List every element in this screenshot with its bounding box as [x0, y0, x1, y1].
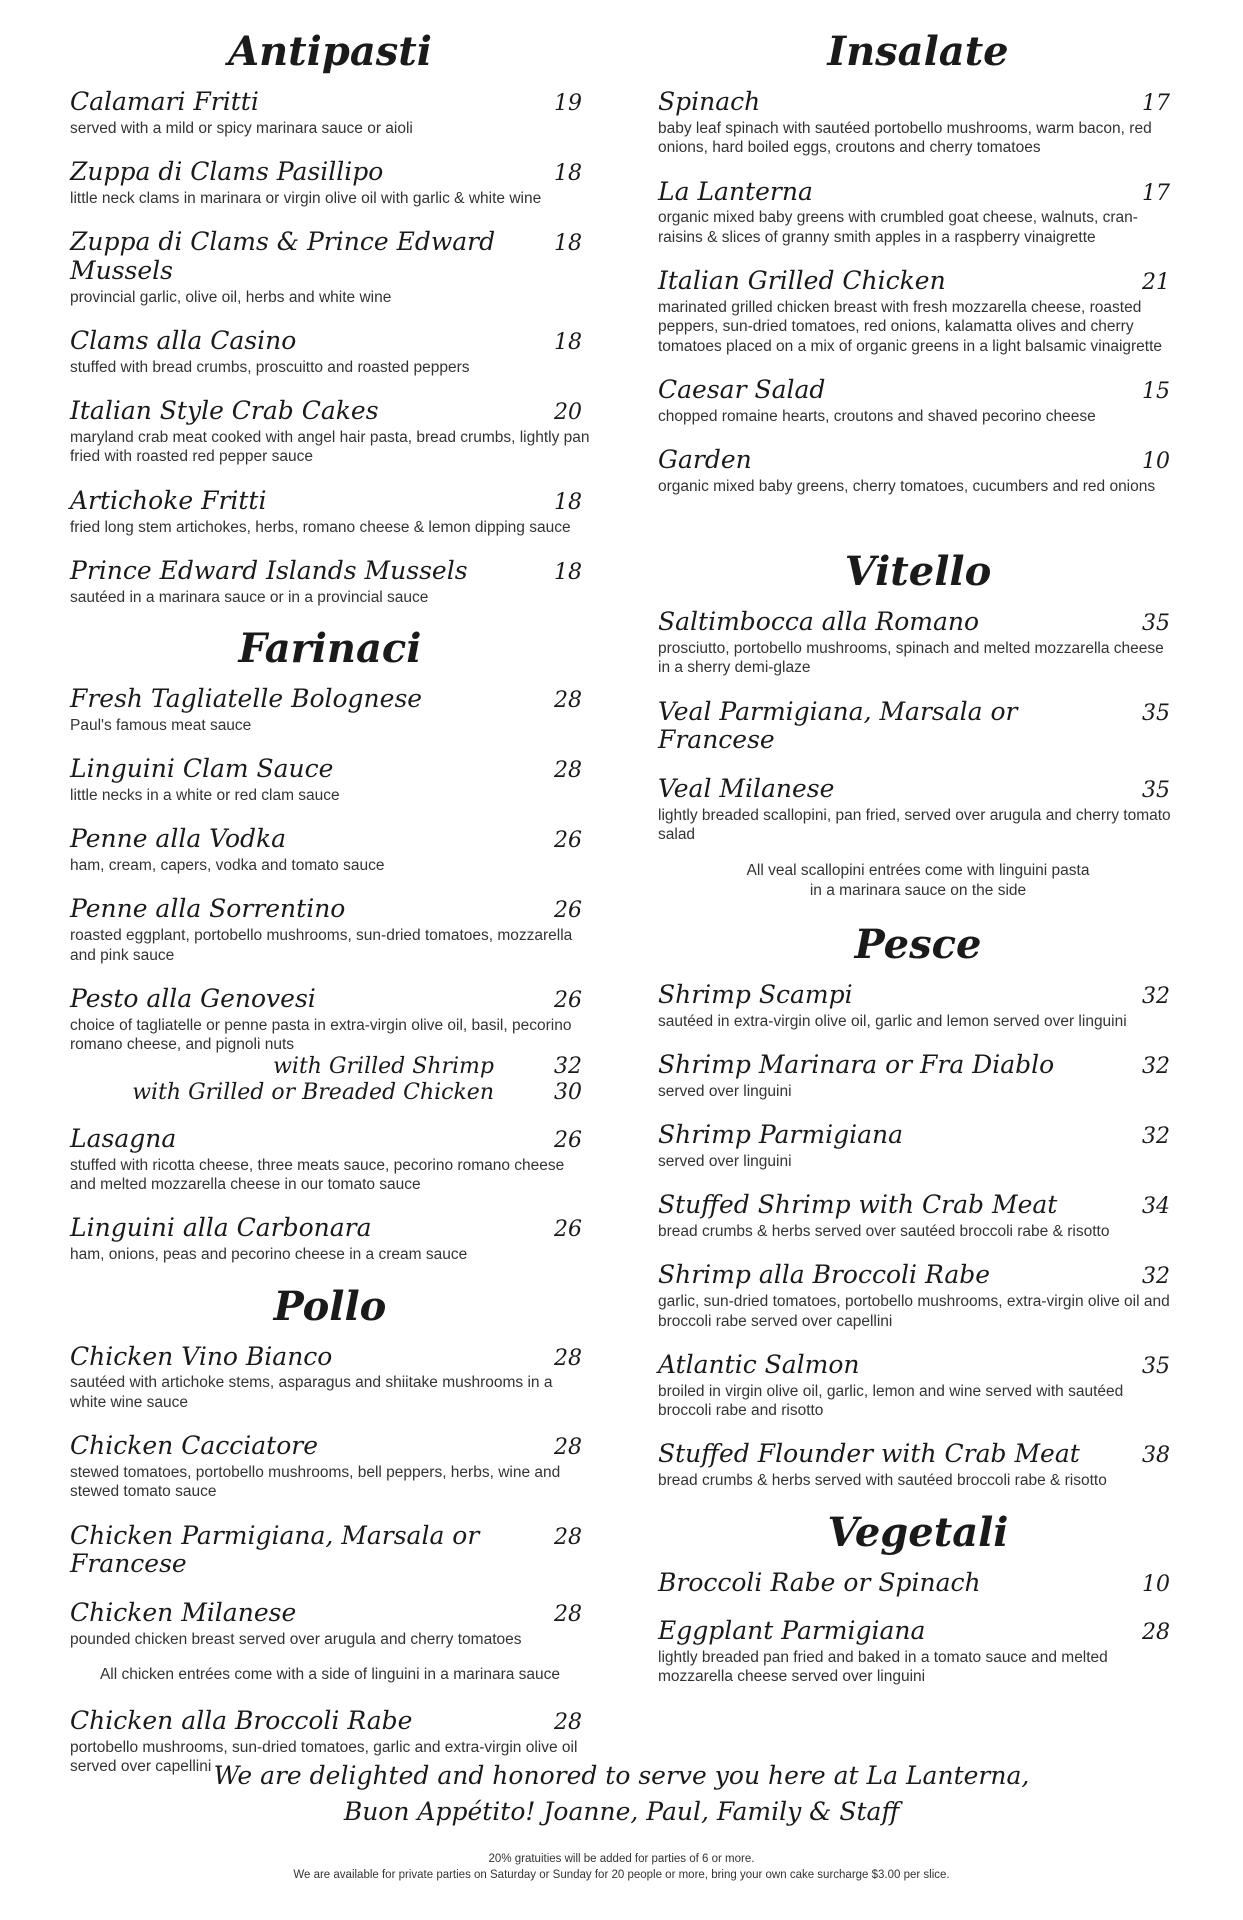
item-name: Shrimp Parmigiana — [658, 1120, 903, 1150]
menu-item — [658, 446, 1178, 496]
menu-item — [658, 775, 1178, 845]
item-description: lightly breaded scallopini, pan fried, served over arugula and cherry tomato salad — [658, 806, 1171, 844]
item-name: Chicken Cacciatore — [70, 1431, 318, 1461]
menu-item — [70, 1522, 590, 1580]
section-pesce — [658, 920, 1178, 1491]
item-price: 35 — [1142, 700, 1170, 726]
item-price: 10 — [1142, 449, 1170, 474]
item-price: 35 — [1142, 778, 1170, 804]
item-description: fried long stem artichokes, herbs, romano cheese & lemon dipping sauce — [70, 518, 571, 536]
menu-item — [658, 1121, 1178, 1171]
item-price: 34 — [1142, 1194, 1170, 1220]
item-description: Paul's famous meat sauce — [70, 716, 252, 734]
item-description: organic mixed baby greens, cherry tomatoes, cucumbers and red onions — [658, 477, 1156, 495]
menu-item — [70, 755, 590, 805]
menu-item — [658, 1191, 1178, 1241]
item-description: stuffed with ricotta cheese, three meats sauce, pecorino romano cheese and melted mozzarella cheese in our tomato sauce — [70, 1156, 565, 1194]
menu-item — [658, 1569, 1178, 1598]
item-name: Chicken alla Broccoli Rabe — [70, 1706, 413, 1736]
item-price: 28 — [554, 1435, 582, 1461]
item-name: Chicken Milanese — [70, 1598, 297, 1628]
menu-item — [70, 557, 590, 607]
item-price: 35 — [1142, 611, 1170, 637]
section-title: Pollo — [273, 1282, 387, 1330]
item-price: 26 — [554, 1217, 582, 1243]
item-price: 18 — [554, 231, 582, 257]
item-description: organic mixed baby greens with crumbled goat cheese, walnuts, cran-raisins & slices of granny smith apples in a raspberry vinaigrette — [658, 209, 1138, 246]
section-title: Insalate — [827, 28, 1009, 75]
item-name: Pesto alla Genovesi — [70, 983, 316, 1013]
addon-row — [70, 1080, 590, 1105]
item-description: roasted eggplant, portobello mushrooms, sun-dried tomatoes, mozzarella and pink sauce — [70, 927, 573, 964]
menu-item — [658, 1261, 1178, 1331]
item-price: 10 — [1142, 1571, 1170, 1597]
item-price: 17 — [1142, 180, 1170, 206]
item-price: 32 — [1142, 1124, 1170, 1150]
menu-item — [658, 1351, 1178, 1421]
item-price: 38 — [1142, 1443, 1170, 1469]
item-name: Stuffed Shrimp with Crab Meat — [658, 1190, 1058, 1220]
section-vitello — [658, 550, 1178, 901]
item-name: Shrimp Marinara or Fra Diablo — [658, 1050, 1055, 1080]
item-name: Veal Milanese — [658, 774, 835, 804]
item-name: Lasagna — [70, 1123, 177, 1153]
item-description: provincial garlic, olive oil, herbs and white wine — [70, 288, 392, 306]
menu-item — [658, 698, 1178, 756]
section-title: Pesce — [854, 920, 982, 968]
section-antipasti — [70, 30, 590, 607]
veal-note-line: in a marinara sauce on the side — [809, 881, 1027, 899]
item-description: stuffed with bread crumbs, proscuitto and roasted peppers — [70, 358, 470, 376]
item-name: Linguini Clam Sauce — [70, 754, 334, 784]
menu-item — [70, 487, 590, 537]
item-name: La Lanterna — [658, 176, 813, 206]
item-price: 19 — [554, 91, 582, 116]
item-price: 28 — [554, 1710, 582, 1736]
section-title: Vegetali — [827, 1508, 1009, 1556]
chicken-note: All chicken entrées come with a side of linguini in a marinara sauce — [99, 1666, 561, 1684]
menu-item — [658, 1051, 1178, 1101]
item-price: 26 — [554, 828, 582, 854]
item-price: 32 — [1142, 1264, 1170, 1290]
item-price: 20 — [554, 400, 582, 426]
menu-item — [70, 1343, 590, 1413]
item-description: chopped romaine hearts, croutons and shaved pecorino cheese — [658, 407, 1096, 425]
right-column — [658, 30, 1178, 1707]
item-name: Zuppa di Clams Pasillipo — [70, 157, 384, 187]
addon-name: with Grilled or Breaded Chicken — [132, 1079, 494, 1105]
addon-price: 32 — [554, 1054, 582, 1080]
item-price: 18 — [554, 330, 582, 356]
menu-item — [70, 158, 590, 208]
menu-item — [658, 267, 1178, 356]
section-title: Antipasti — [228, 28, 432, 75]
item-description: garlic, sun-dried tomatoes, portobello mushrooms, extra-virgin olive oil and broccoli rabe served over capellini — [658, 1293, 1170, 1330]
item-description: bread crumbs & herbs served over sautéed broccoli rabe & risotto — [658, 1223, 1110, 1241]
item-name: Spinach — [658, 87, 761, 116]
item-description: bread crumbs & herbs served with sautéed broccoli rabe & risotto — [658, 1472, 1107, 1490]
menu-item — [70, 1432, 590, 1502]
item-description: sautéed in extra-virgin olive oil, garlic and lemon served over linguini — [658, 1012, 1127, 1030]
menu-item — [658, 1440, 1178, 1490]
section-farinaci — [70, 627, 590, 1265]
item-description: marinated grilled chicken breast with fresh mozzarella cheese, roasted peppers, sun-dried tomatoes, red onions, kalamatta olives and cherry tomatoes placed on a mix of organic greens in a light balsamic vinaigrette — [658, 298, 1163, 355]
section-vegetali — [658, 1508, 1178, 1687]
item-description: pounded chicken breast served over arugula and cherry tomatoes — [70, 1630, 522, 1648]
item-name: Caesar Salad — [658, 374, 826, 404]
item-name: Linguini alla Carbonara — [70, 1213, 372, 1243]
item-name: Italian Style Crab Cakes — [70, 396, 379, 426]
item-description: little neck clams in marinara or virgin olive oil with garlic & white wine — [70, 189, 542, 207]
item-description: stewed tomatoes, portobello mushrooms, bell peppers, herbs, wine and stewed tomato sauce — [70, 1463, 561, 1501]
item-description: sautéed with artichoke stems, asparagus and shiitake mushrooms in a white wine sauce — [70, 1374, 553, 1411]
item-description: served over linguini — [658, 1152, 792, 1170]
item-name: Zuppa di Clams & Prince Edward Mussels — [70, 227, 496, 285]
section-title: Vitello — [844, 548, 992, 596]
item-name: Broccoli Rabe or Spinach — [658, 1567, 981, 1597]
item-price: 18 — [554, 489, 582, 515]
menu-item — [70, 985, 590, 1105]
item-description: lightly breaded pan fried and baked in a tomato sauce and melted mozzarella cheese served over linguini — [658, 1649, 1108, 1686]
item-price: 15 — [1142, 378, 1170, 404]
menu-item — [658, 981, 1178, 1031]
veal-note-line: All veal scallopini entrées come with linguini pasta — [746, 861, 1090, 879]
veal-note — [658, 861, 1178, 901]
gratuity-note: 20% gratuities will be added for parties of 6 or more. — [488, 1852, 755, 1865]
item-price: 28 — [554, 1602, 582, 1628]
item-name: Fresh Tagliatelle Bolognese — [70, 684, 423, 713]
item-description: broiled in virgin olive oil, garlic, lemon and wine served with sautéed broccoli rabe and risotto — [658, 1382, 1124, 1420]
item-price: 28 — [1142, 1620, 1170, 1646]
menu-item — [70, 228, 590, 307]
item-description: maryland crab meat cooked with angel hair pasta, bread crumbs, lightly pan fried with roasted red pepper sauce — [70, 429, 590, 466]
addon-price: 30 — [554, 1079, 582, 1105]
item-description: portobello mushrooms, sun-dried tomatoes, garlic and extra-virgin olive oil served over capellini — [70, 1739, 578, 1776]
item-name: Artichoke Fritti — [70, 485, 267, 515]
section-title: Farinaci — [238, 625, 422, 672]
item-price: 21 — [1142, 270, 1170, 295]
item-name: Shrimp Scampi — [658, 979, 853, 1009]
item-price: 18 — [554, 161, 582, 187]
item-name: Eggplant Parmigiana — [658, 1616, 926, 1646]
item-price: 26 — [554, 898, 582, 924]
item-description: served with a mild or spicy marinara sauce or aioli — [70, 119, 413, 137]
item-description: served over linguini — [658, 1082, 792, 1100]
welcome-message: We are delighted and honored to serve you here at La Lanterna, — [213, 1761, 1030, 1790]
item-price: 35 — [1142, 1353, 1170, 1379]
item-description: sautéed in a marinara sauce or in a provincial sauce — [70, 588, 429, 606]
menu-item — [70, 88, 590, 138]
menu-item — [658, 178, 1178, 248]
menu-item — [658, 608, 1178, 678]
item-name: Clams alla Casino — [70, 326, 297, 356]
item-description: ham, cream, capers, vodka and tomato sauce — [70, 857, 385, 874]
item-name: Italian Grilled Chicken — [658, 266, 946, 295]
item-name: Penne alla Sorrentino — [70, 894, 346, 924]
item-description: baby leaf spinach with sautéed portobello mushrooms, warm bacon, red onions, hard boiled eggs, croutons and cherry tomatoes — [658, 119, 1152, 157]
menu-item — [70, 397, 590, 467]
signature-line: Buon Appétito! Joanne, Paul, Family & Staff — [343, 1797, 900, 1827]
item-price: 28 — [554, 1345, 582, 1371]
private-party-note: We are available for private parties on Saturday or Sunday for 20 people or more, bring your own cake surcharge $3.00 per slice. — [293, 1868, 950, 1881]
item-description: choice of tagliatelle or penne pasta in extra-virgin olive oil, basil, pecorino romano cheese, and pignoli nuts — [70, 1016, 572, 1053]
left-column — [70, 30, 590, 1797]
item-name: Saltimbocca alla Romano — [658, 607, 980, 637]
menu-item — [70, 1214, 590, 1264]
menu-item — [658, 1617, 1178, 1687]
item-price: 26 — [554, 987, 582, 1013]
item-price: 17 — [1142, 91, 1170, 116]
item-description: prosciutto, portobello mushrooms, spinach and melted mozzarella cheese in a sherry demi-glaze — [658, 639, 1164, 677]
item-price: 28 — [554, 758, 582, 784]
menu-item — [70, 1599, 590, 1649]
item-name: Chicken Vino Bianco — [70, 1341, 333, 1371]
menu-item — [70, 327, 590, 377]
item-description: little necks in a white or red clam sauce — [70, 786, 340, 804]
item-name: Penne alla Vodka — [70, 824, 287, 854]
menu-item — [70, 895, 590, 965]
item-name: Garden — [658, 445, 752, 474]
item-name: Calamari Fritti — [70, 87, 259, 116]
section-pollo — [70, 1282, 590, 1777]
item-name: Chicken Parmigiana, Marsala or Francese — [70, 1520, 480, 1579]
item-name: Atlantic Salmon — [658, 1349, 860, 1379]
item-name: Shrimp alla Broccoli Rabe — [658, 1260, 991, 1290]
item-price: 32 — [1142, 983, 1170, 1009]
section-insalate — [658, 30, 1178, 496]
item-name: Prince Edward Islands Mussels — [70, 555, 468, 585]
item-description: ham, onions, peas and pecorino cheese in a cream sauce — [70, 1246, 468, 1264]
item-price: 28 — [554, 1524, 582, 1550]
item-price: 28 — [554, 688, 582, 713]
addon-row — [70, 1054, 590, 1079]
item-name: Stuffed Flounder with Crab Meat — [658, 1439, 1080, 1469]
item-price: 26 — [554, 1127, 582, 1153]
addon-name: with Grilled Shrimp — [273, 1054, 494, 1080]
menu-item — [70, 825, 590, 875]
menu-item — [70, 1125, 590, 1195]
menu-item — [658, 88, 1178, 158]
item-price: 32 — [1142, 1054, 1170, 1080]
menu-footer — [0, 1758, 1243, 1883]
item-name: Veal Parmigiana, Marsala or Francese — [658, 696, 1018, 755]
item-price: 18 — [554, 559, 582, 585]
menu-item — [70, 685, 590, 735]
menu-item — [658, 376, 1178, 426]
